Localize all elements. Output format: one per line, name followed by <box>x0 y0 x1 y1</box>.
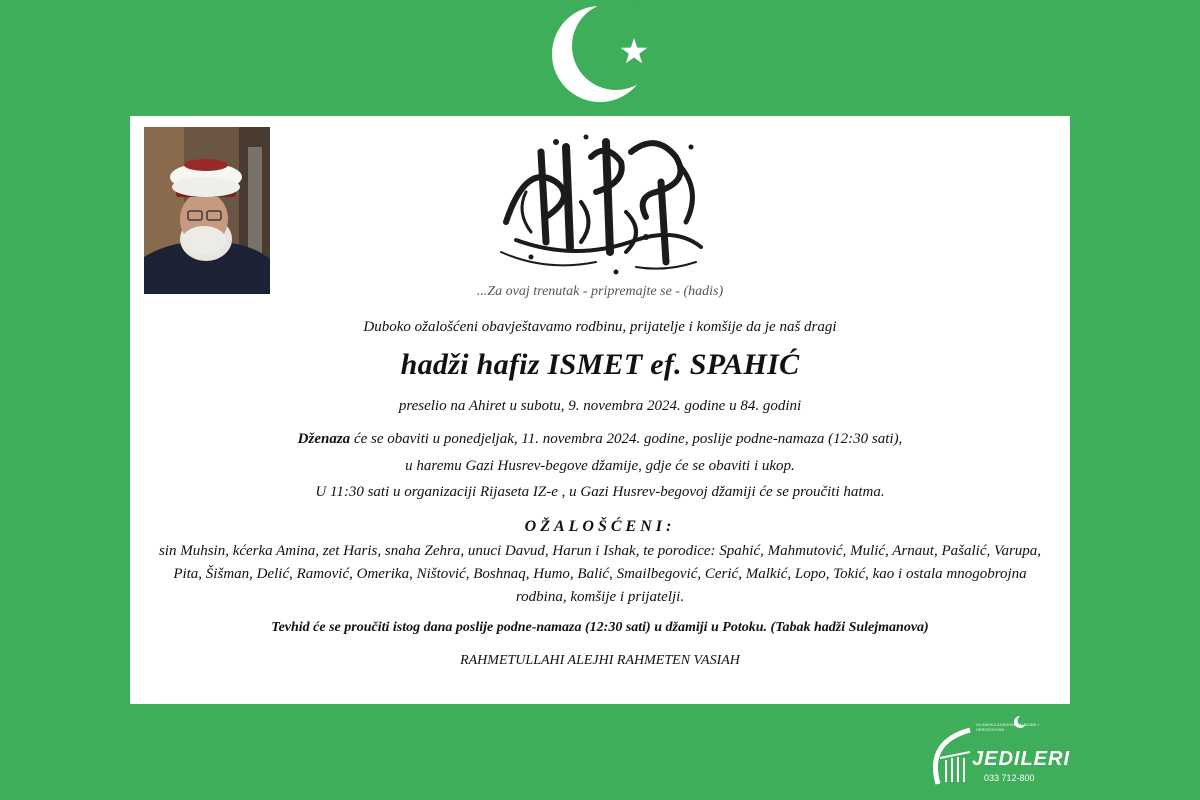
obituary-card <box>130 116 1070 704</box>
deceased-name: hadži hafiz ISMET ef. SPAHIĆ <box>400 348 800 381</box>
logo-small-text: ISLAMSKA ZAJEDNICA U BOSNI I HERCEGOVINI <box>976 722 1039 732</box>
hadith-motto: ...Za ovaj trenutak - pripremajte se - (hadis) <box>476 284 724 299</box>
passing-date-text: preselio na Ahiret u subotu, 9. novembra 2024. godine u 84. godini <box>398 398 802 414</box>
funeral-line-1-text: će se obaviti u ponedjeljak, 11. novembra 2024. godine, poslije podne-namaza (12:30 sati), <box>350 431 903 447</box>
funeral-line-2: u haremu Gazi Husrev-begove džamije, gdje će se obaviti i ukop. <box>405 458 795 474</box>
arabic-calligraphy-icon <box>486 122 716 284</box>
funeral-label: Dženaza <box>297 431 351 447</box>
funeral-line-1 <box>130 431 1070 448</box>
logo-phone: 033 712-800 <box>984 773 1035 783</box>
logo-name: JEDILERI <box>972 748 1071 770</box>
mourners-title: OŽALOŠĆENI: <box>524 518 676 535</box>
jedileri-logo <box>930 712 1080 792</box>
crescent-star-icon <box>548 2 652 106</box>
portrait-photo <box>144 127 270 294</box>
intro-text: Duboko ožalošćeni obavještavamo rodbinu, prijatelje i komšije da je naš dragi <box>363 319 837 335</box>
funeral-line-3: U 11:30 sati u organizaciji Rijaseta IZ-e , u Gazi Husrev-begovoj džamiji će se proučiti hatma. <box>315 484 885 500</box>
closing-prayer: RAHMETULLAHI ALEJHI RAHMETEN VASIAH <box>460 653 740 668</box>
tevhid-notice: Tevhid će se proučiti istog dana poslije podne-namaza (12:30 sati) u džamiji u Potoku. (Tabak hadži Sulejmanova) <box>271 620 929 635</box>
mourners-list: sin Muhsin, kćerka Amina, zet Haris, snaha Zehra, unuci Davud, Harun i Ishak, te porodice: Spahić, Mahmutović, Mulić, Arnaut, Pašalić, Varupa, Pita, Šišman, Delić, Ramović, Omerika, Ništović, Boshnaq, Humo, Balić, Smailbegović, Cerić, Malkić, Lopo, Tokić, kao i ostala mnogobrojna rodbina, komšije i prijatelji. <box>158 543 1042 605</box>
